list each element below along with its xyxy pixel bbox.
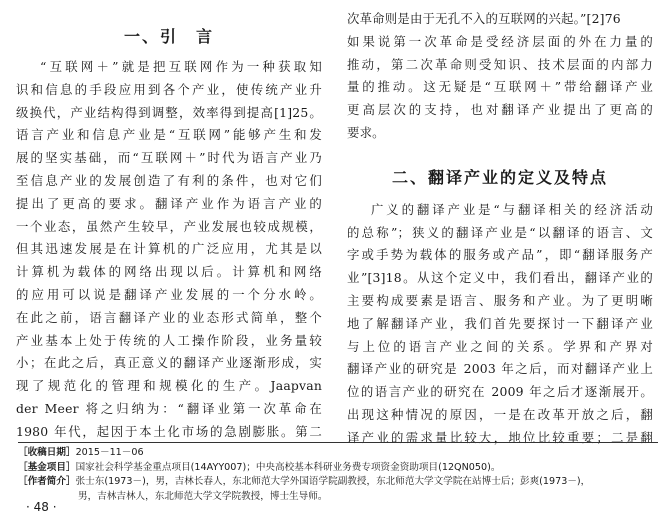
- footnotes: [18, 442, 658, 504]
- text-line: 小；在此之后，真正意义的翻译产业逐渐形成，实: [16, 355, 322, 371]
- text-line: 与上位的语言产业之间的关系。学界和产界对: [347, 338, 653, 354]
- text-line: 至信息产业的发展创造了有利的条件，也对它们: [16, 172, 322, 188]
- text-line: 广义的翻译产业是“与翻译相关的经济活动: [371, 201, 653, 217]
- section-heading-introduction: 一、引 言: [123, 27, 214, 46]
- text-line: 的总称”；狭义的翻译产业是“以翻译的语言、文: [347, 224, 653, 240]
- text-line: 量的推动。这无疑是“互联网＋”带给翻译产业: [347, 79, 653, 95]
- right-top-paragraph: [347, 8, 653, 145]
- text-line: 主要构成要素是语言、服务和产业。为了更明晰: [347, 292, 653, 308]
- text-line: “互联网＋”就是把互联网作为一种获取知: [40, 59, 322, 74]
- text-line: 展的坚实基础，而“互联网＋”时代为语言产业乃: [16, 150, 322, 166]
- text-line: 但其迅速发展是在计算机的广泛应用，尤其是以: [16, 241, 322, 257]
- text-line: 推动，第二次革命则受知识、技术层面的内部力: [347, 56, 653, 72]
- author-label: ［作者简介］: [18, 476, 76, 488]
- text-line: 在此之前，语言翻译产业的业态形式简单，整个: [16, 309, 322, 325]
- text-line: 计算机为载体的网络出现以后。计算机和网络: [16, 264, 322, 280]
- received-value: 2015－11－06: [75, 447, 144, 458]
- text-line: 级换代，产业结构得到调整，效率得到提高[1]25。: [16, 104, 322, 120]
- text-line: 位的语言产业的研究在 2009 年之后才逐渐展开。: [347, 384, 653, 400]
- fund-note: [18, 461, 658, 476]
- section-heading-definition: 二、翻译产业的定义及特点: [391, 167, 608, 187]
- left-column: [16, 0, 322, 444]
- author-note-continued: [18, 490, 658, 505]
- text-line: 地了解翻译产业，我们首先要探讨一下翻译产业: [347, 315, 653, 331]
- text-line: der Meer 将之归纳为：“翻译业第一次革命在: [16, 400, 322, 416]
- text-line: 字或手势为载体的服务或产品”，即“翻译服务产: [347, 247, 653, 263]
- text-line: 产业基本上处于传统的人工操作阶段，业务量较: [16, 332, 322, 348]
- page-number: · 48 ·: [26, 500, 57, 514]
- text-line: 识和信息的手段应用到各个产业，使传统产业升: [16, 81, 322, 97]
- text-line: 的应用可以说是翻译产业发展的一个分水岭。: [16, 286, 322, 302]
- author-cont: 男，吉林吉林人，东北师范大学文学院教授，博士生导师。: [78, 490, 328, 502]
- text-line: 现了规范化的管理和规模化的生产。Jaapvan: [16, 378, 322, 394]
- text-line: 要求。: [347, 124, 385, 140]
- text-line: 译产业的需求量比较大，地位比较重要；二是翻: [347, 429, 653, 445]
- text-line: 如果说第一次革命是受经济层面的外在力量的: [347, 33, 653, 49]
- author-note: [18, 475, 658, 490]
- right-column: [347, 0, 653, 450]
- fund-label: ［基金项目］: [18, 461, 76, 473]
- received-date-note: [18, 446, 658, 461]
- fund-value: 国家社会科学基金重点项目(14AYY007)；中央高校基本科研业务费专项资金资助项目(12QN050)。: [75, 461, 501, 473]
- text-line: 出现这种情况的原因，一是在改革开放之后，翻: [347, 406, 653, 422]
- left-paragraph: [16, 56, 322, 444]
- text-line: 次革命则是由于无孔不入的互联网的兴起。”[2]76: [347, 11, 621, 26]
- text-line: 语言产业和信息产业是“互联网”能够产生和发: [16, 127, 322, 143]
- text-line: 提出了更高的要求。翻译产业作为语言产业的: [16, 195, 322, 211]
- text-line: 1980 年代，起因于本土化市场的急剧膨胀。第二: [16, 423, 322, 439]
- text-line: 翻译产业的研究是 2003 年之后，而对翻译产业上: [347, 361, 653, 377]
- right-paragraph: [347, 199, 653, 450]
- received-label: ［收稿日期］: [18, 447, 76, 458]
- author-value: 张士东(1973－)，男，吉林长春人，东北师范大学外国语学院副教授，东北师范大学文学院在站博士后；彭爽(1973－)，: [75, 476, 591, 488]
- text-line: 业”[3]18。从这个定义中，我们看出，翻译产业的: [347, 270, 653, 286]
- text-line: 更高层次的支持，也对翻译产业提出了更高的: [347, 102, 653, 118]
- text-line: 一个业态，虽然产生较早，产业发展也较成规模，: [16, 218, 322, 234]
